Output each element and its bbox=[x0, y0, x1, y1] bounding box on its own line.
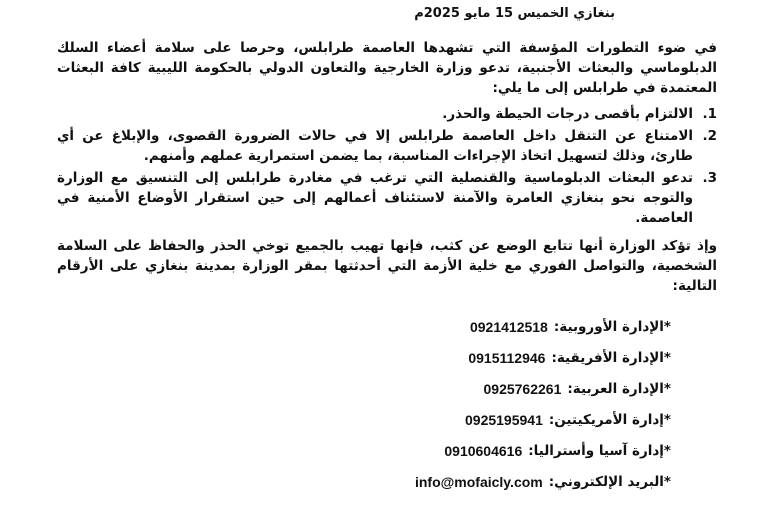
points-list bbox=[57, 104, 717, 230]
closing-paragraph: وإذ تؤكد الوزارة أنها تتابع الوضع عن كثب، فإنها تهيب بالجميع توخي الحذر والحفاظ على السلامة الشخصية، والتواصل الفوري مع خلية الأزمة التي أحدثتها بمقر الوزارة بمدينة بنغازي على الأرقام التالية: bbox=[57, 238, 717, 294]
point-text: الامتناع عن التنقل داخل العاصمة طرابلس إلا في حالات الضرورة القصوى، والإبلاغ عن أي طارئ، وذلك لتسهيل اتخاذ الإجراءات المناسبة، بما يضمن استمرارية عملهم وأمنهم. bbox=[57, 128, 693, 164]
point-number: 3. bbox=[702, 170, 717, 186]
list-item bbox=[57, 126, 717, 166]
point-number: 2. bbox=[702, 128, 717, 144]
contact-item bbox=[415, 374, 671, 405]
contact-email: info@mofaicly.com bbox=[414, 474, 543, 490]
contacts-list bbox=[415, 312, 671, 498]
letter-date: بنغازي الخميس 15 مايو 2025م bbox=[414, 6, 615, 21]
contact-phone: 0915112946 bbox=[468, 350, 546, 366]
contact-item bbox=[415, 343, 671, 374]
contact-phone: 0910604616 bbox=[444, 443, 523, 459]
list-item bbox=[57, 104, 717, 124]
contact-item bbox=[415, 312, 671, 343]
contact-label: *الإدارة العربية: bbox=[567, 381, 671, 397]
contact-label: *البريد الإلكتروني: bbox=[548, 474, 671, 490]
list-item bbox=[57, 168, 717, 228]
point-number: 1. bbox=[702, 106, 717, 122]
intro-paragraph: في ضوء التطورات المؤسفة التي تشهدها العاصمة طرابلس، وحرصا على سلامة أعضاء السلك الدبلوماسي والبعثات الأجنبية، تدعو وزارة الخارجية والتعاون الدولي بالحكومة الليبية كافة البعثات المعتمدة في طرابلس إلى ما يلي: bbox=[57, 40, 717, 96]
contact-item bbox=[415, 405, 671, 436]
contact-phone: 0925762261 bbox=[483, 381, 562, 397]
point-text: الالتزام بأقصى درجات الحيطة والحذر. bbox=[442, 106, 693, 122]
contact-item bbox=[415, 467, 671, 498]
point-text: تدعو البعثات الدبلوماسية والقنصلية التي ترغب في مغادرة طرابلس إلى التنسيق مع الوزارة والتوجه نحو بنغازي العامرة والآمنة لاستئناف أعمالهم إلى حين استقرار الأوضاع الأمنية في العاصمة. bbox=[57, 170, 693, 226]
contact-label: *إدارة الأمريكيتين: bbox=[548, 412, 671, 428]
contact-label: *الإدارة الأوروبية: bbox=[553, 319, 671, 335]
contact-item bbox=[415, 436, 671, 467]
contact-phone: 0925195941 bbox=[465, 412, 543, 428]
contact-label: *إدارة آسيا وأستراليا: bbox=[528, 443, 671, 459]
contact-label: *الإدارة الأفريقية: bbox=[551, 350, 671, 366]
contact-phone: 0921412518 bbox=[469, 319, 548, 335]
